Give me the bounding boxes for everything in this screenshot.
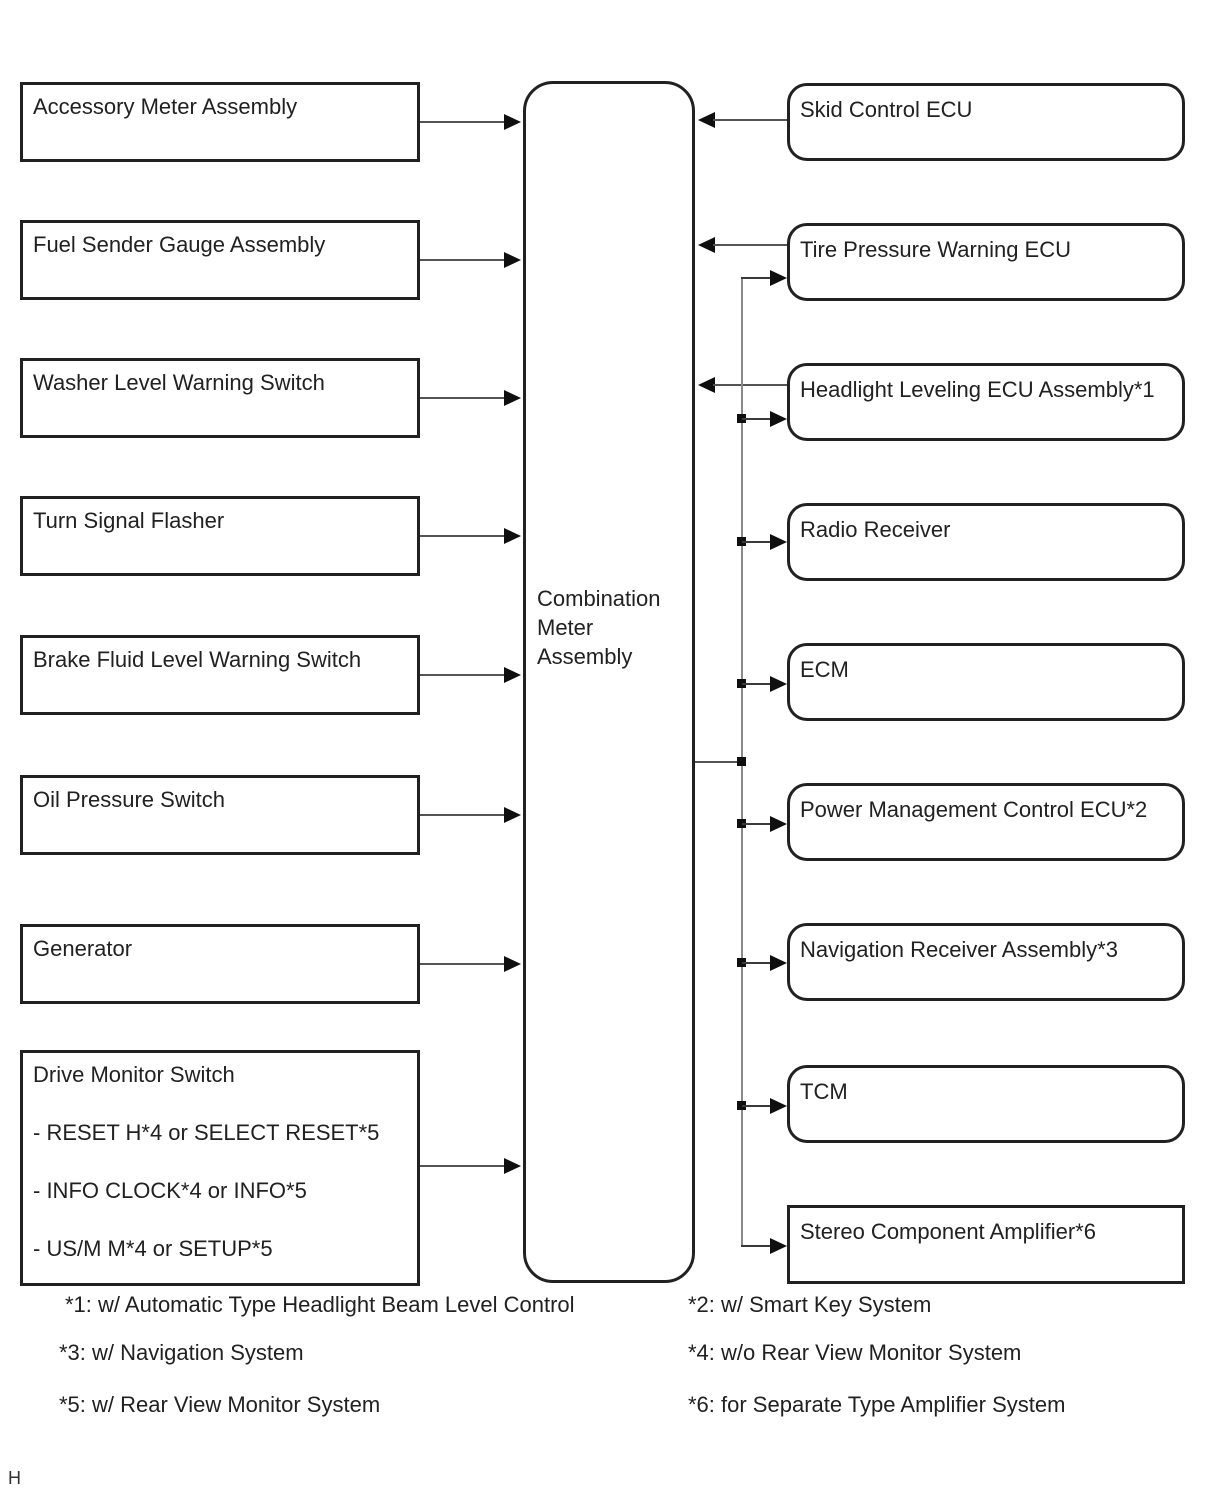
node-power-management-control-ecu xyxy=(787,783,1185,861)
node-label: ECM xyxy=(800,657,849,682)
branch-line xyxy=(741,1245,771,1247)
node-fuel-sender-gauge-assembly xyxy=(20,220,420,300)
arrowhead-right-icon xyxy=(770,534,787,550)
page-marker: H xyxy=(8,1468,21,1488)
node-label-group xyxy=(33,1061,409,1263)
footnote-6: *6: for Separate Type Amplifier System xyxy=(688,1392,1066,1417)
footnote-3: *3: w/ Navigation System xyxy=(59,1340,304,1365)
center-node-label xyxy=(537,584,689,671)
node-label: Fuel Sender Gauge Assembly xyxy=(33,232,326,257)
branch-line xyxy=(742,823,771,825)
node-label: Generator xyxy=(33,936,133,961)
node-label: Skid Control ECU xyxy=(800,97,973,122)
node-radio-receiver xyxy=(787,503,1185,581)
node-accessory-meter-assembly xyxy=(20,82,420,162)
connector-line xyxy=(420,1165,505,1167)
branch-line xyxy=(742,418,771,420)
node-label: Power Management Control ECU*2 xyxy=(800,797,1148,822)
node-headlight-leveling-ecu-assembly xyxy=(787,363,1185,441)
center-label-line: Assembly xyxy=(537,644,633,669)
center-label-line: Combination xyxy=(537,586,661,611)
arrowhead-right-icon xyxy=(504,528,521,544)
arrowhead-right-icon xyxy=(770,676,787,692)
arrowhead-right-icon xyxy=(504,956,521,972)
arrowhead-right-icon xyxy=(504,1158,521,1174)
arrowhead-right-icon xyxy=(770,816,787,832)
node-generator xyxy=(20,924,420,1004)
arrowhead-right-icon xyxy=(770,270,787,286)
node-skid-control-ecu xyxy=(787,83,1185,161)
node-label: Accessory Meter Assembly xyxy=(33,94,298,119)
footnote-1: *1: w/ Automatic Type Headlight Beam Level Control xyxy=(65,1292,575,1317)
arrowhead-right-icon xyxy=(770,1098,787,1114)
node-label: Tire Pressure Warning ECU xyxy=(800,237,1071,262)
node-drive-monitor-switch xyxy=(20,1050,420,1286)
node-label: Brake Fluid Level Warning Switch xyxy=(33,647,362,672)
node-label: Headlight Leveling ECU Assembly*1 xyxy=(800,377,1155,402)
node-navigation-receiver-assembly xyxy=(787,923,1185,1001)
arrowhead-right-icon xyxy=(770,411,787,427)
junction-dot xyxy=(737,757,746,766)
arrowhead-right-icon xyxy=(504,667,521,683)
node-sub-label: - US/M M*4 or SETUP*5 xyxy=(33,1236,273,1261)
node-label: Drive Monitor Switch xyxy=(33,1062,235,1087)
arrowhead-right-icon xyxy=(504,390,521,406)
connector-line xyxy=(713,384,787,386)
connector-line xyxy=(713,119,787,121)
footnote-2: *2: w/ Smart Key System xyxy=(688,1292,932,1317)
arrowhead-right-icon xyxy=(770,1238,787,1254)
arrowhead-right-icon xyxy=(504,114,521,130)
node-oil-pressure-switch xyxy=(20,775,420,855)
branch-line xyxy=(741,277,771,279)
branch-line xyxy=(742,683,771,685)
node-brake-fluid-level-warning-switch xyxy=(20,635,420,715)
arrowhead-right-icon xyxy=(504,807,521,823)
node-label: Stereo Component Amplifier*6 xyxy=(800,1219,1096,1244)
connector-line xyxy=(695,761,742,763)
connector-line xyxy=(420,397,505,399)
branch-line xyxy=(742,1105,771,1107)
node-label: Oil Pressure Switch xyxy=(33,787,225,812)
node-sub-label: - INFO CLOCK*4 or INFO*5 xyxy=(33,1178,307,1203)
arrowhead-right-icon xyxy=(770,955,787,971)
node-sub-label: - RESET H*4 or SELECT RESET*5 xyxy=(33,1120,380,1145)
connector-line xyxy=(420,963,505,965)
node-stereo-component-amplifier xyxy=(787,1205,1185,1284)
node-combination-meter-assembly xyxy=(523,81,695,1283)
branch-line xyxy=(742,541,771,543)
connector-line xyxy=(420,535,505,537)
node-ecm xyxy=(787,643,1185,721)
branch-line xyxy=(742,962,771,964)
node-tire-pressure-warning-ecu xyxy=(787,223,1185,301)
connector-line xyxy=(420,259,505,261)
node-label: Radio Receiver xyxy=(800,517,951,542)
connector-line xyxy=(420,814,505,816)
footnote-5: *5: w/ Rear View Monitor System xyxy=(59,1392,381,1417)
footnote-4: *4: w/o Rear View Monitor System xyxy=(688,1340,1022,1365)
connector-line xyxy=(420,674,505,676)
center-label-line: Meter xyxy=(537,615,594,640)
arrowhead-right-icon xyxy=(504,252,521,268)
node-tcm xyxy=(787,1065,1185,1143)
node-label: Washer Level Warning Switch xyxy=(33,370,325,395)
connector-line xyxy=(420,121,505,123)
node-label: TCM xyxy=(800,1079,848,1104)
connector-line xyxy=(713,244,787,246)
node-label: Navigation Receiver Assembly*3 xyxy=(800,937,1118,962)
node-turn-signal-flasher xyxy=(20,496,420,576)
node-washer-level-warning-switch xyxy=(20,358,420,438)
node-label: Turn Signal Flasher xyxy=(33,508,225,533)
